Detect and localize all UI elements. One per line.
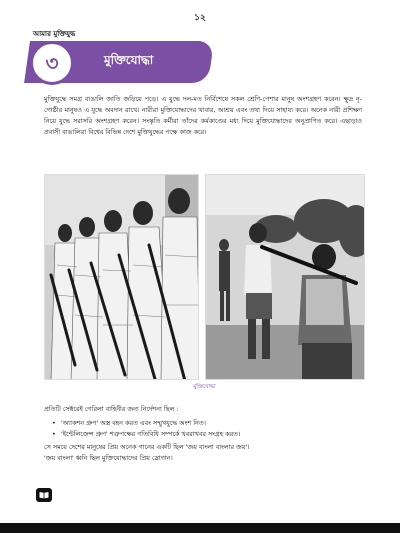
bottom-bar xyxy=(0,523,400,533)
intro-paragraph: মুক্তিযুদ্ধে সমগ্র বাঙালি জাতি জড়িয়ে পড়ে। এ যুদ্ধে দল-মত নির্বিশেষে সকল শ্রেণি-পেশার মানুষ অংশগ্রহণ করেন। ক্ষুদ্র নৃ-গোষ্ঠীর মানুষও এ যুদ্ধে অবদান রাখে। নারীরা মুক্তিযোদ্ধাদের খাবার, আশ্রয় এবং তথ্য দিয়ে সাহায্য করে। অনেক নারী প্রশিক্ষণ নিয়ে যুদ্ধে সরাসরি অংশগ্রহণ করেন। সংস্কৃতি কর্মীরা তাঁদের কর্মকাণ্ডের মধ্য দিয়ে মুক্তিযোদ্ধাদের অনুপ্রাণিত করে। এছাড়াও প্রবাসী বাঙালিরা বিশ্বের বিভিন্ন দেশে মুক্তিযুদ্ধের পক্ষে কাজ করে। xyxy=(44,95,362,136)
photo-women-fighters-image xyxy=(45,175,199,380)
closing-line: সে সময়ে দেশের মানুষের প্রিয় অনেক গানের একটি ছিল 'জয় বাংলা বাংলার জয়'। xyxy=(44,443,250,451)
running-header: আমার মুক্তিযুদ্ধ xyxy=(33,30,76,38)
list-item: • 'অ্যাকশন গ্রুপ' অস্ত্র বহন করত এবং সম্মুখযুদ্ধে অংশ নিত। xyxy=(52,418,374,429)
section-number-badge xyxy=(30,41,74,85)
photo-guerrilla-fighters-image xyxy=(206,175,365,380)
book-icon-shape xyxy=(39,491,49,499)
photo-guerrilla-fighters xyxy=(205,174,365,380)
list-intro: প্রতিটি সেক্টরেই গেরিলা বাহিনীর জন্য নির্দেশনা ছিল : xyxy=(44,405,179,413)
photo-women-fighters xyxy=(44,174,199,380)
closing-line: 'জয় বাংলা' ধ্বনি ছিল মুক্তিযোদ্ধাদের প্রিয় স্লোগান। xyxy=(44,454,173,462)
closing-lines xyxy=(44,442,374,464)
section-title: মুক্তিযোদ্ধা xyxy=(104,53,154,67)
page-number: ১২ xyxy=(194,13,206,23)
book-icon xyxy=(36,488,52,502)
section-number: ৩ xyxy=(45,51,59,75)
figure-caption: মুক্তিযোদ্ধা xyxy=(193,384,216,390)
guerrilla-group-list xyxy=(52,418,374,440)
list-item: • 'ইন্টেলিজেন্স গ্রুপ' শত্রুপক্ষের গতিবিধি সম্পর্কে খবরাখবর সংগ্রহ করত। xyxy=(52,429,374,440)
